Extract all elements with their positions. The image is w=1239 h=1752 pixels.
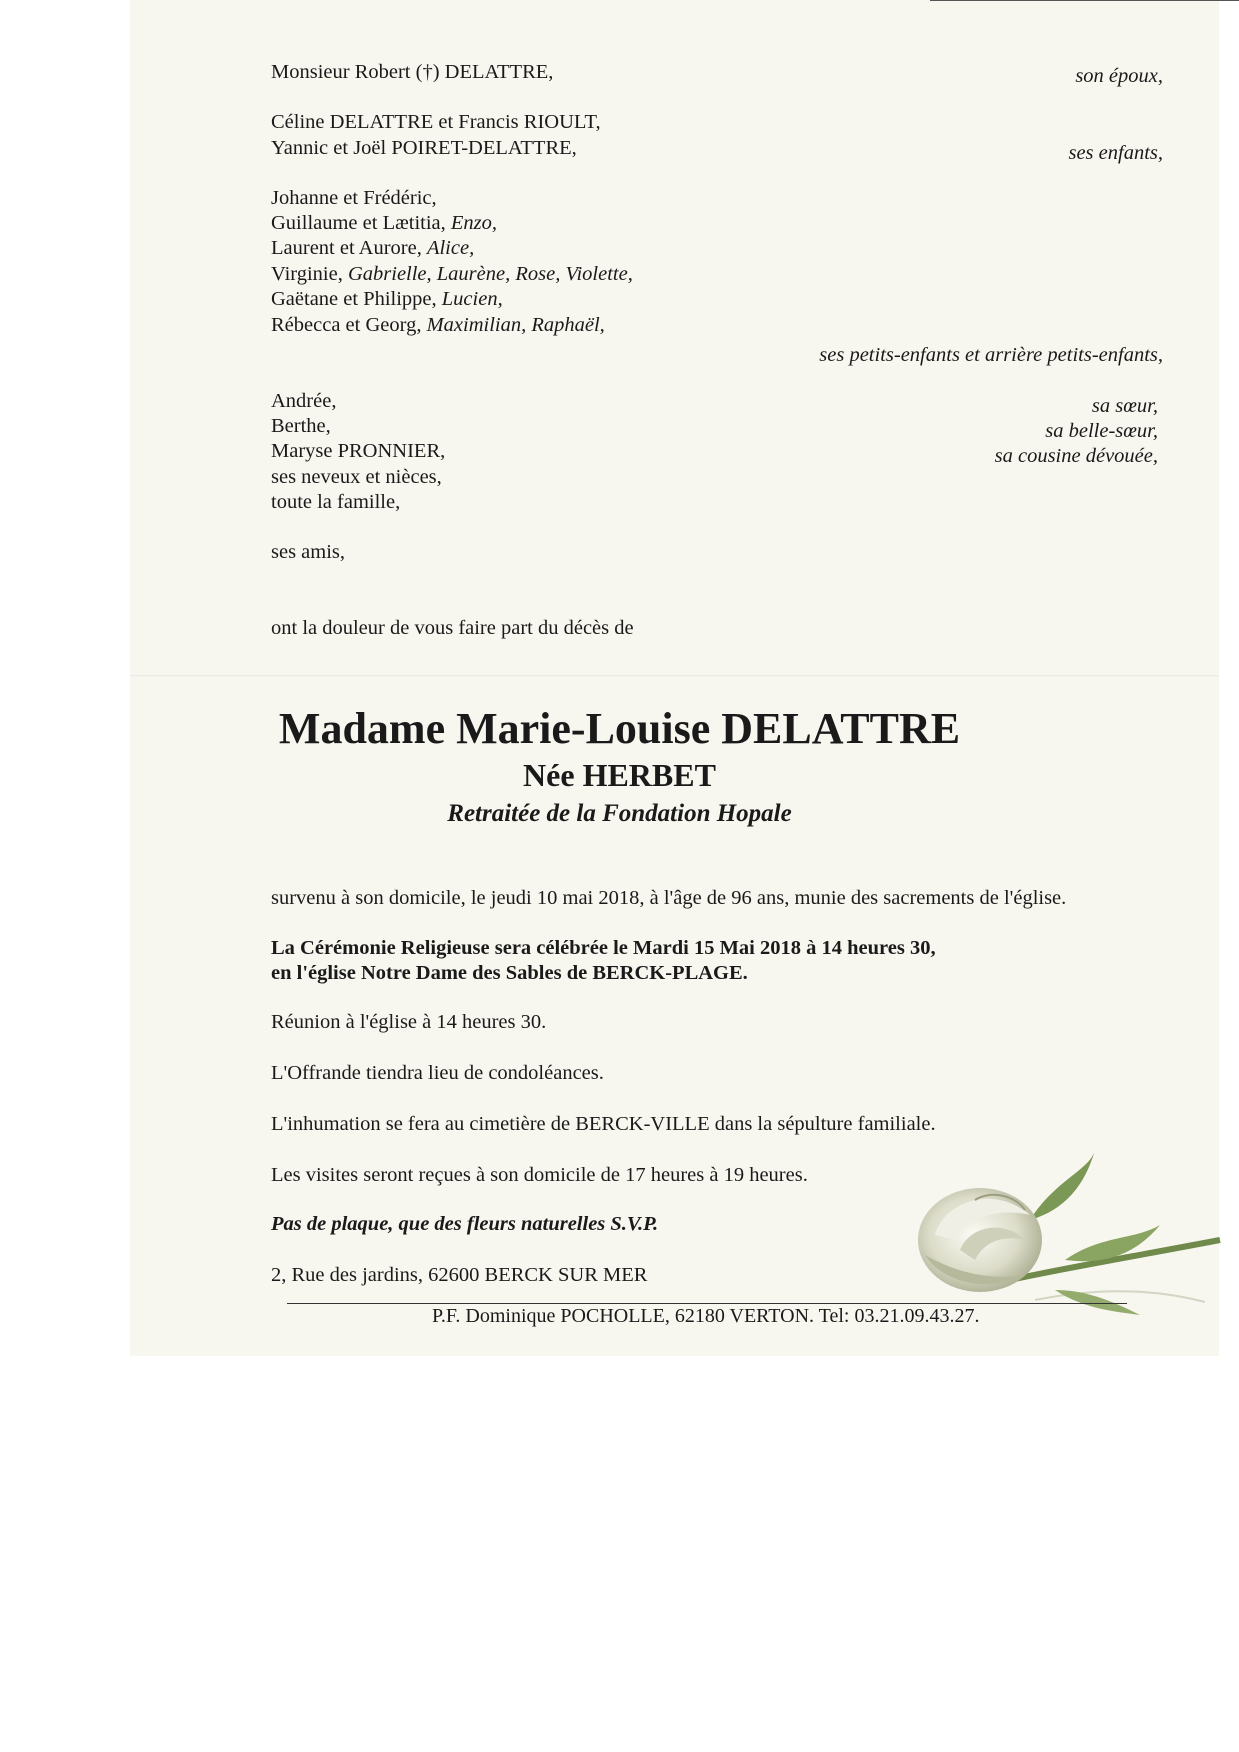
grandchildren-line-2: Guillaume et Lætitia, Enzo, bbox=[271, 212, 498, 234]
children-line-2: Yannic et Joël POIRET-DELATTRE, bbox=[271, 137, 577, 159]
grandchildren-line-3: Laurent et Aurore, Alice, bbox=[271, 237, 475, 259]
children-role: ses enfants, bbox=[1068, 142, 1163, 164]
relative-line-2: Berthe, bbox=[271, 415, 331, 437]
grandchildren-role: ses petits-enfants et arrière petits-enfants, bbox=[819, 344, 1163, 366]
offering-info: L'Offrande tiendra lieu de condoléances. bbox=[271, 1062, 604, 1084]
relative-line-4: ses neveux et nièces, bbox=[271, 466, 442, 488]
ceremony-line-2: en l'église Notre Dame des Sables de BERCK-PLAGE. bbox=[271, 962, 748, 984]
announcement-line: ont la douleur de vous faire part du décès de bbox=[271, 617, 634, 639]
meeting-info: Réunion à l'église à 14 heures 30. bbox=[271, 1011, 547, 1033]
occupation: Retraitée de la Fondation Hopale bbox=[447, 800, 792, 827]
grandchildren-line-5: Gaëtane et Philippe, Lucien, bbox=[271, 288, 503, 310]
ceremony-line-1: La Cérémonie Religieuse sera célébrée le Mardi 15 Mai 2018 à 14 heures 30, bbox=[271, 937, 936, 959]
grandchildren-line-4: Virginie, Gabrielle, Laurène, Rose, Violette, bbox=[271, 263, 633, 285]
relative-role-3: sa cousine dévouée, bbox=[994, 445, 1158, 467]
relative-line-3: Maryse PRONNIER, bbox=[271, 440, 446, 462]
death-details: survenu à son domicile, le jeudi 10 mai 2018, à l'âge de 96 ans, munie des sacrements de l'église. bbox=[271, 887, 1067, 909]
home-address: 2, Rue des jardins, 62600 BERCK SUR MER bbox=[271, 1264, 648, 1286]
maiden-name: Née HERBET bbox=[523, 757, 716, 793]
husband-role: son époux, bbox=[1075, 65, 1163, 87]
grandchildren-line-6: Rébecca et Georg, Maximilian, Raphaël, bbox=[271, 314, 605, 336]
burial-info: L'inhumation se fera au cimetière de BERCK-VILLE dans la sépulture familiale. bbox=[271, 1113, 936, 1135]
fold-line bbox=[130, 675, 1219, 677]
visits-info: Les visites seront reçues à son domicile de 17 heures à 19 heures. bbox=[271, 1164, 808, 1186]
husband-name: Monsieur Robert (†) DELATTRE, bbox=[271, 61, 554, 83]
relative-line-1: Andrée, bbox=[271, 390, 337, 412]
friends-line: ses amis, bbox=[271, 541, 346, 563]
relative-line-5: toute la famille, bbox=[271, 491, 401, 513]
funeral-home-footer: P.F. Dominique POCHOLLE, 62180 VERTON. Tel: 03.21.09.43.27. bbox=[432, 1305, 980, 1327]
top-edge-line bbox=[930, 0, 1239, 1]
rose-icon bbox=[915, 1140, 1225, 1320]
relative-role-2: sa belle-sœur, bbox=[1045, 420, 1158, 442]
grandchildren-line-1: Johanne et Frédéric, bbox=[271, 187, 437, 209]
flowers-note: Pas de plaque, que des fleurs naturelles S.V.P. bbox=[271, 1213, 659, 1235]
relative-role-1: sa sœur, bbox=[1091, 395, 1158, 417]
deceased-name: Madame Marie-Louise DELATTRE bbox=[278, 704, 961, 753]
children-line-1: Céline DELATTRE et Francis RIOULT, bbox=[271, 111, 601, 133]
